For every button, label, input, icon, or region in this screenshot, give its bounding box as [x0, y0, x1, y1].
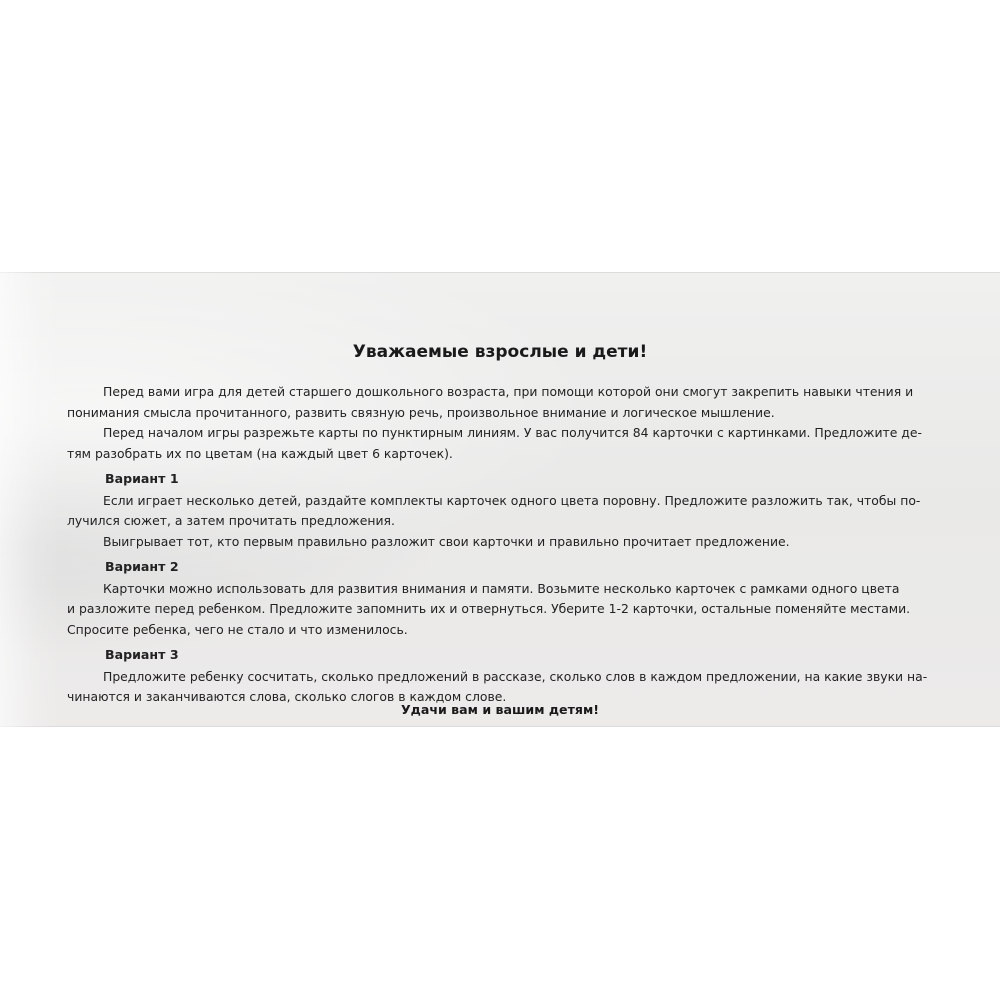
text-line: Выигрывает тот, кто первым правильно разложит свои карточки и правильно прочитает предложение.: [103, 533, 790, 549]
text-line: Предложите ребенку сосчитать, сколько предложений в рассказе, сколько слов в каждом предложении, на какие звуки на-: [103, 668, 928, 684]
variant-2-heading: Вариант 2: [105, 559, 179, 574]
shrink-wrap-edge: [0, 272, 60, 727]
instruction-card: [0, 272, 1000, 727]
text-line: Перед началом игры разрежьте карты по пунктирным линиям. У вас получится 84 карточки с картинками. Предложите де-: [103, 425, 922, 440]
text-line: и разложите перед ребенком. Предложите запомнить их и отвернуться. Уберите 1-2 карточки, остальные поменяйте местами.: [67, 601, 911, 616]
text-line: Перед вами игра для детей старшего дошкольного возраста, при помощи которой они смогут закрепить навыки чтения и: [103, 384, 914, 399]
variant-1-heading: Вариант 1: [105, 471, 179, 486]
closing-wish: Удачи вам и вашим детям!: [400, 702, 600, 717]
text-line: лучился сюжет, а затем прочитать предложения.: [67, 513, 395, 528]
text-line: Спросите ребенка, чего не стало и что изменилось.: [67, 621, 408, 637]
variant-3-heading: Вариант 3: [105, 647, 179, 662]
text-line: Если играет несколько детей, раздайте комплекты карточек одного цвета поровну. Предложите разложить так, чтобы по-: [103, 492, 921, 508]
instructions-body: [67, 382, 945, 708]
variant-1-text: [67, 491, 945, 553]
page-title: Уважаемые взрослые и дети!: [352, 342, 648, 362]
intro-paragraph-1: [67, 382, 945, 423]
text-line: Карточки можно использовать для развития внимания и памяти. Возьмите несколько карточек с рамками одного цвета: [103, 580, 900, 596]
text-line: тям разобрать их по цветам (на каждый цвет 6 карточек).: [67, 445, 453, 461]
variant-2-text: [67, 579, 945, 641]
text-line: чинаются и заканчиваются слова, сколько слогов в каждом слове.: [67, 689, 507, 704]
text-line: понимания смысла прочитанного, развить связную речь, произвольное внимание и логическое мышление.: [67, 404, 775, 420]
intro-paragraph-2: [67, 423, 945, 464]
